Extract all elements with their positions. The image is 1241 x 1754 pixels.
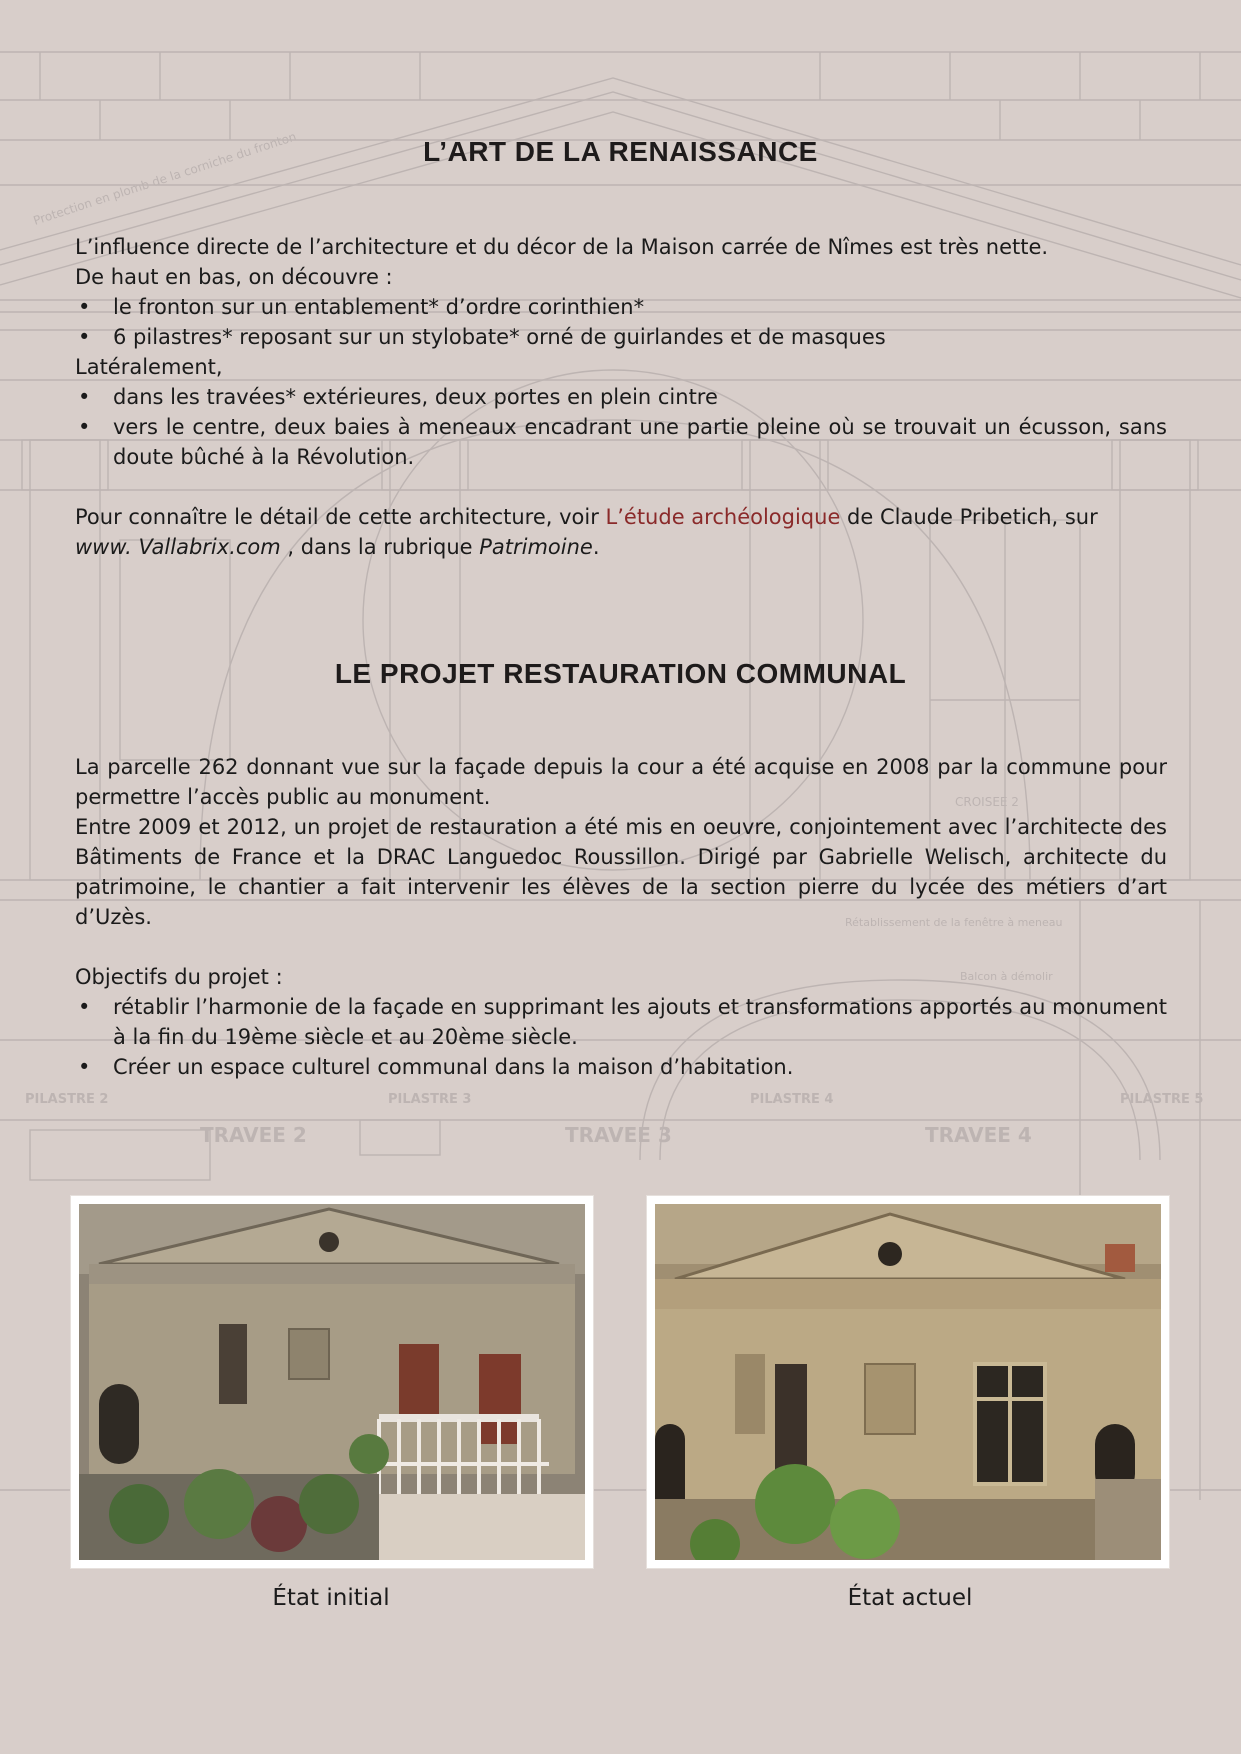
facade-initial-image bbox=[79, 1204, 585, 1560]
drawing-label-pilastre: PILASTRE 5 bbox=[1120, 1092, 1204, 1107]
drawing-label-travee: TRAVEE 2 bbox=[200, 1123, 307, 1147]
list-item: • le fronton sur un entablement* d’ordre corinthien* bbox=[75, 292, 1167, 322]
drawing-label-pilastre: PILASTRE 2 bbox=[25, 1092, 109, 1107]
renaissance-list-lateral bbox=[75, 382, 1167, 472]
photo-current-state bbox=[647, 1196, 1169, 1568]
facade-current-image bbox=[655, 1204, 1161, 1560]
projet-paragraph-2: Entre 2009 et 2012, un projet de restauration a été mis en oeuvre, conjointement avec l’architecte des Bâtiments de France et la DRAC Languedoc Roussillon. Dirigé par Gabrielle Welisch, architecte du patrimoine, le chantier a fait intervenir les élèves de la section pierre du lycée des métiers d’art d’Uzès. bbox=[75, 815, 1167, 929]
drawing-label-pilastre: PILASTRE 4 bbox=[750, 1092, 834, 1107]
section-title-projet: LE PROJET RESTAURATION COMMUNAL bbox=[334, 658, 907, 689]
section-title-renaissance: L’ART DE LA RENAISSANCE bbox=[423, 136, 818, 167]
more-info-text: de Claude Pribetich, sur bbox=[840, 505, 1098, 529]
drawing-label-croisee: CROISEE 2 bbox=[955, 795, 1019, 809]
more-info-text: Pour connaître le détail de cette architecture, voir bbox=[75, 505, 606, 529]
renaissance-intro: L’influence directe de l’architecture et du décor de la Maison carrée de Nîmes est très nette. bbox=[75, 235, 1049, 259]
renaissance-intro-2: De haut en bas, on découvre : bbox=[75, 265, 393, 289]
caption-current: État actuel bbox=[847, 1585, 973, 1611]
drawing-label-protection: Protection en plomb de la corniche du fronton bbox=[31, 129, 299, 228]
objectives-list bbox=[75, 992, 1167, 1082]
rubrique-name: Patrimoine bbox=[479, 535, 593, 559]
archaeological-study-link[interactable]: L’étude archéologique bbox=[605, 505, 841, 529]
renaissance-lateral: Latéralement, bbox=[75, 355, 223, 379]
list-item: • dans les travées* extérieures, deux portes en plein cintre bbox=[75, 382, 1167, 412]
projet-paragraph-1: La parcelle 262 donnant vue sur la façade depuis la cour a été acquise en 2008 par la commune pour permettre l’accès public au monument. bbox=[75, 755, 1167, 809]
drawing-label-travee: TRAVEE 3 bbox=[565, 1123, 672, 1147]
drawing-label-travee: TRAVEE 4 bbox=[925, 1123, 1032, 1147]
renaissance-list-top bbox=[75, 292, 1167, 352]
list-item: • rétablir l’harmonie de la façade en supprimant les ajouts et transformations apportés au monument à la fin du 19ème siècle et au 20ème siècle. bbox=[75, 992, 1167, 1052]
photo-initial-state bbox=[71, 1196, 593, 1568]
drawing-label-pilastre: PILASTRE 3 bbox=[388, 1092, 472, 1107]
renaissance-more-info bbox=[75, 502, 1167, 562]
list-item: • vers le centre, deux baies à meneaux encadrant une partie pleine où se trouvait un écusson, sans doute bûché à la Révolution. bbox=[75, 412, 1167, 472]
projet-objectives bbox=[75, 962, 1167, 1082]
more-info-text: . bbox=[592, 535, 600, 559]
renaissance-text bbox=[75, 232, 1167, 472]
objectives-title: Objectifs du projet : bbox=[75, 965, 283, 989]
more-info-text: , dans la rubrique bbox=[280, 535, 480, 559]
list-item: • Créer un espace culturel communal dans la maison d’habitation. bbox=[75, 1052, 1167, 1082]
list-item: • 6 pilastres* reposant sur un stylobate* orné de guirlandes et de masques bbox=[75, 322, 1167, 352]
drawing-label-retablissement: Rétablissement de la fenêtre à meneau bbox=[845, 916, 1063, 929]
projet-text bbox=[75, 752, 1167, 932]
drawing-label-balcon: Balcon à démolir bbox=[960, 970, 1053, 983]
website-link[interactable]: www. Vallabrix.com bbox=[75, 535, 281, 559]
caption-initial: État initial bbox=[272, 1585, 390, 1611]
